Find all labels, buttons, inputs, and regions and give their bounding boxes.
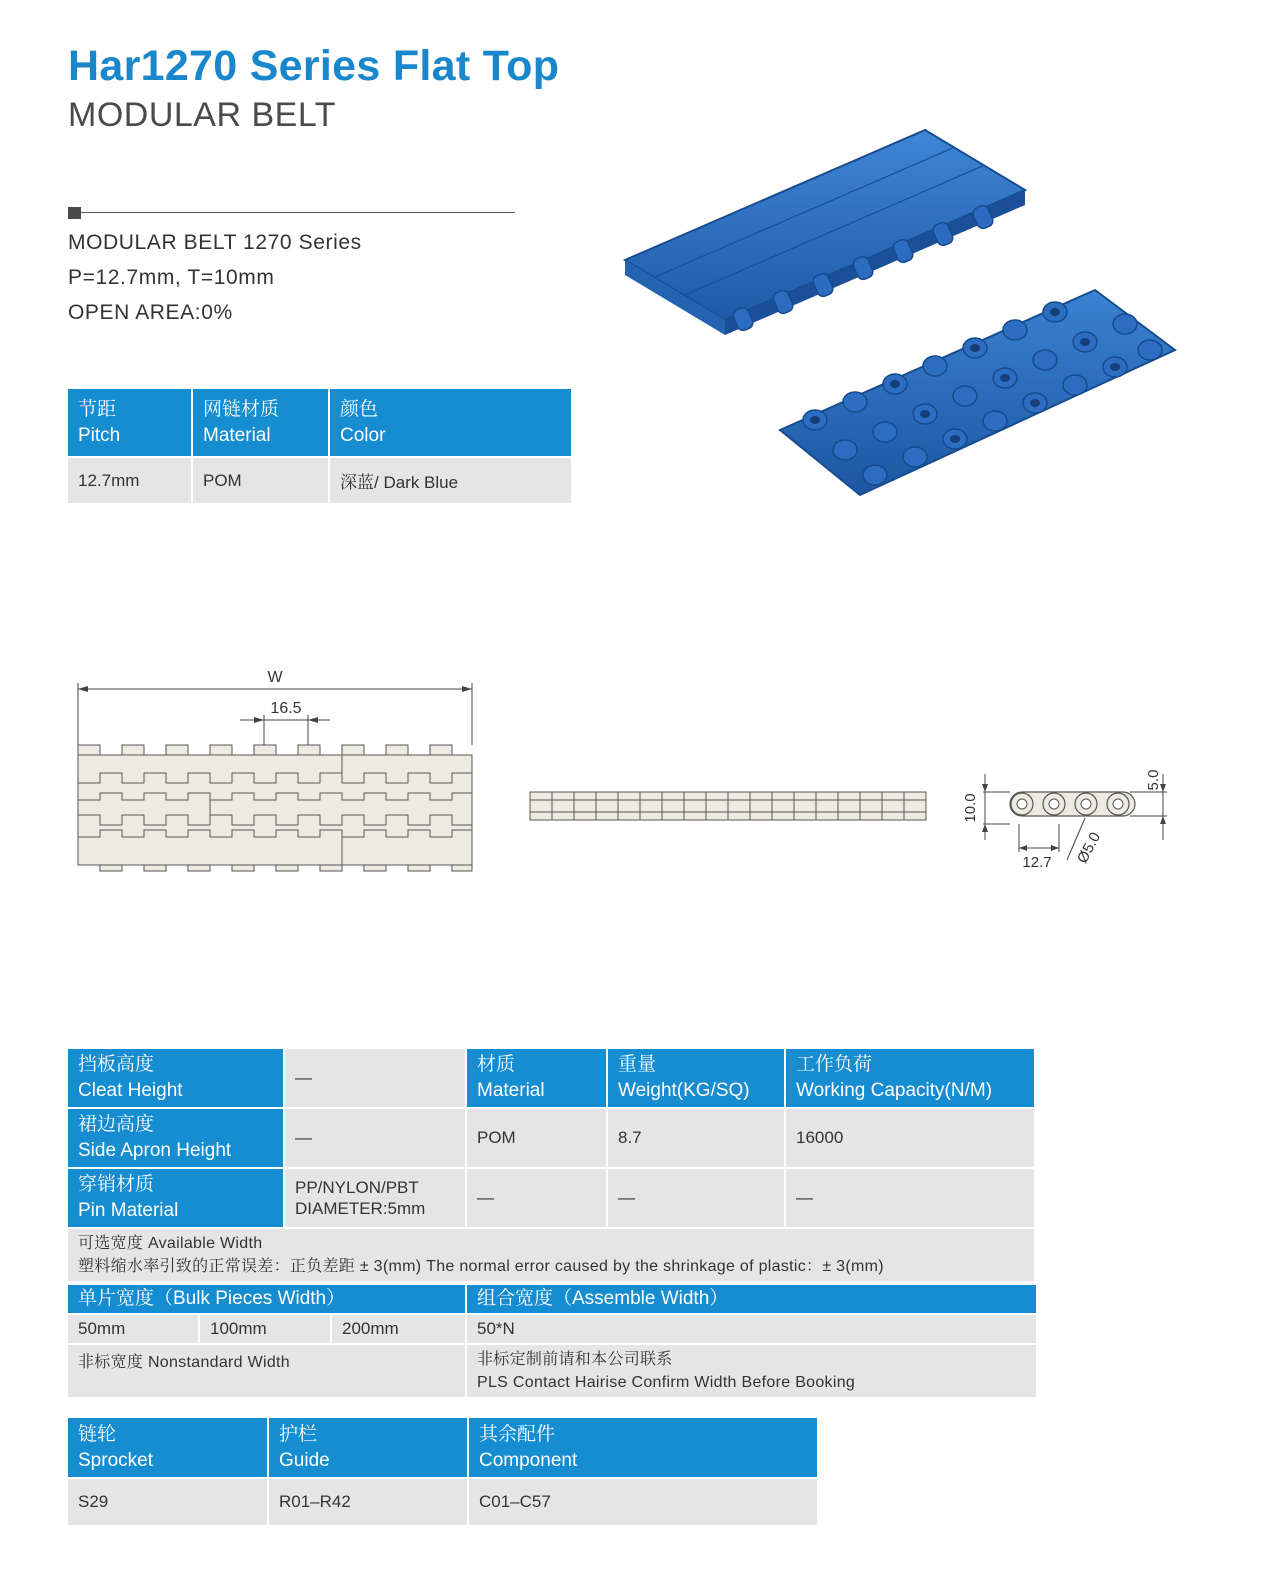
material-value: POM	[466, 1108, 607, 1168]
pin-row-capacity: —	[785, 1168, 1035, 1228]
bulk-width-200: 200mm	[331, 1314, 466, 1344]
detail-spec-table	[66, 1047, 1036, 1283]
cleat-height-header: 挡板高度 Cleat Height	[67, 1048, 284, 1108]
pin-row-material: —	[466, 1168, 607, 1228]
pitch-value: 12.7mm	[68, 457, 192, 503]
component-header: 其余配件 Component	[468, 1418, 818, 1478]
sprocket-value: S29	[68, 1478, 268, 1526]
half-thickness-dim-label: 5.0	[1145, 769, 1162, 791]
belt-profile-drawing	[955, 760, 1170, 875]
guide-value: R01–R42	[268, 1478, 468, 1526]
page-subtitle: MODULAR BELT	[68, 96, 336, 134]
thickness-dim-label: 10.0	[962, 793, 979, 823]
spec-open-area: OPEN AREA:0%	[68, 301, 233, 324]
spec-series: MODULAR BELT 1270 Series	[68, 231, 362, 254]
component-value: C01–C57	[468, 1478, 818, 1526]
material-value: POM	[192, 457, 329, 503]
contact-note: 非标定制前请和本公司联系 PLS Contact Hairise Confirm Width Before Booking	[466, 1344, 1037, 1398]
bulk-width-header: 单片宽度（Bulk Pieces Width）	[67, 1284, 466, 1314]
bulk-width-100: 100mm	[199, 1314, 331, 1344]
weight-value: 8.7	[607, 1108, 785, 1168]
apron-height-value: —	[284, 1108, 466, 1168]
color-value: 深蓝/ Dark Blue	[329, 457, 571, 503]
belt-side-drawing	[528, 788, 928, 824]
material-header: 材质 Material	[466, 1048, 607, 1108]
available-width-note: 可选宽度 Available Width 塑料缩水率引致的正常误差：正负差距 ± 3(mm) The normal error caused by the shrinkage of plastic：± 3(mm)	[67, 1228, 1035, 1282]
apron-height-header: 裙边高度 Side Apron Height	[67, 1108, 284, 1168]
guide-header: 护栏 Guide	[268, 1418, 468, 1478]
belt-bottom-view-image	[775, 270, 1185, 510]
divider	[81, 212, 515, 213]
module-dim-label: 16.5	[270, 700, 302, 717]
parts-table	[68, 1418, 819, 1527]
basic-spec-table	[68, 389, 571, 503]
page-title: Har1270 Series Flat Top	[68, 42, 560, 90]
spec-pitch-thickness: P=12.7mm, T=10mm	[68, 266, 275, 289]
material-header: 网链材质 Material	[192, 389, 329, 457]
assemble-width-value: 50*N	[466, 1314, 1037, 1344]
section-marker	[68, 207, 81, 219]
pin-diameter-label: Ø5.0	[1073, 829, 1105, 867]
pin-material-header: 穿销材质 Pin Material	[67, 1168, 284, 1228]
bulk-width-50: 50mm	[67, 1314, 199, 1344]
pin-row-weight: —	[607, 1168, 785, 1228]
pitch-header: 节距 Pitch	[68, 389, 192, 457]
pin-material-value: PP/NYLON/PBT DIAMETER:5mm	[284, 1168, 466, 1228]
color-header: 颜色 Color	[329, 389, 571, 457]
nonstandard-width-label: 非标宽度 Nonstandard Width	[67, 1344, 466, 1398]
sprocket-header: 链轮 Sprocket	[68, 1418, 268, 1478]
weight-header: 重量 Weight(KG/SQ)	[607, 1048, 785, 1108]
capacity-header: 工作负荷 Working Capacity(N/M)	[785, 1048, 1035, 1108]
cleat-height-value: —	[284, 1048, 466, 1108]
width-dim-label: W	[267, 669, 283, 686]
width-table	[66, 1283, 1038, 1399]
belt-plan-drawing	[70, 665, 480, 880]
pitch-dim-label: 12.7	[1022, 854, 1052, 871]
assemble-width-header: 组合宽度（Assemble Width）	[466, 1284, 1037, 1314]
capacity-value: 16000	[785, 1108, 1035, 1168]
